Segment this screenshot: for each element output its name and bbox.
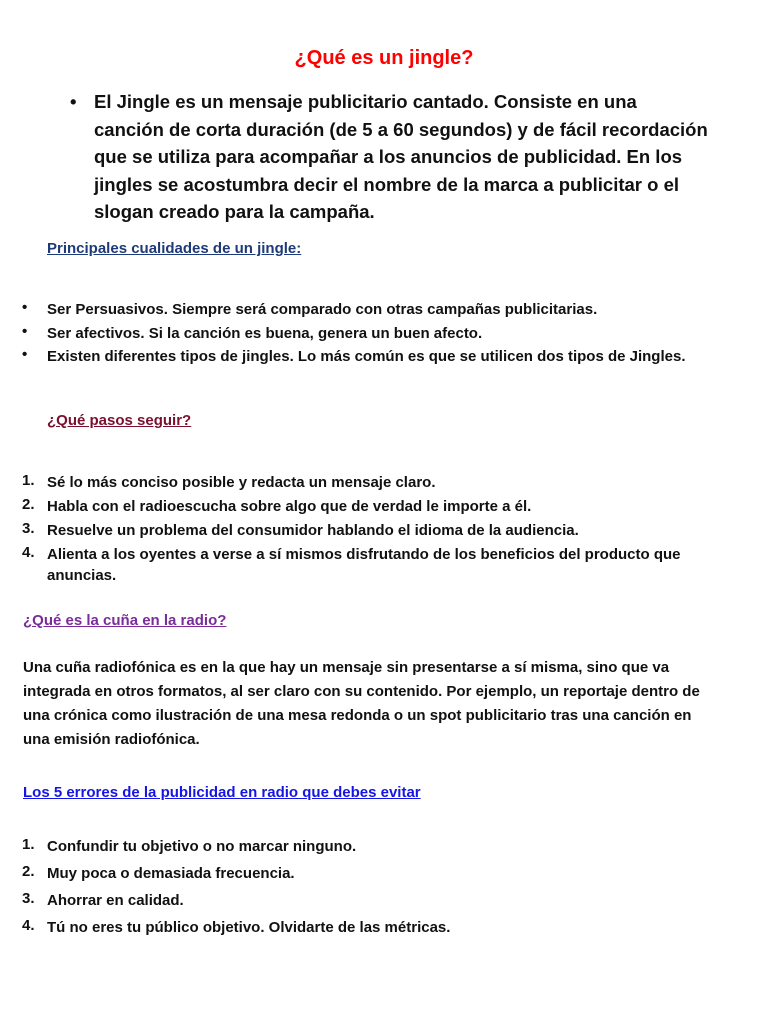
qualities-heading: Principales cualidades de un jingle: <box>47 240 302 257</box>
cuna-heading: ¿Qué es la cuña en la radio? <box>23 612 227 629</box>
list-item: 2. Habla con el radioescucha sobre algo que de verdad le importe a él. <box>22 496 532 515</box>
list-number: 2. <box>22 496 35 513</box>
intro-bullet <box>70 88 710 226</box>
list-item: 3. Resuelve un problema del consumidor hablando el idioma de la audiencia. <box>22 520 579 539</box>
list-item: • Ser Persuasivos. Siempre será comparado con otras campañas publicitarias. <box>22 299 598 318</box>
bullet-marker: • <box>22 346 28 363</box>
intro-text: El Jingle es un mensaje publicitario cantado. Consiste en una canción de corta duración (de 5 a 60 segundos) y de fácil recordación que se utiliza para acompañar a los anuncios de publicidad. En los jingles se acostumbra decir el nombre de la marca a publicitar o el slogan creado para la campaña. <box>94 91 708 223</box>
list-number: 1. <box>22 472 35 489</box>
page-title: ¿Qué es un jingle? <box>294 47 474 69</box>
list-item: 4. Tú no eres tu público objetivo. Olvidarte de las métricas. <box>22 917 451 936</box>
list-number: 3. <box>22 520 35 537</box>
bullet-marker: • <box>22 323 28 340</box>
steps-heading: ¿Qué pasos seguir? <box>47 412 192 429</box>
list-number: 2. <box>22 863 35 880</box>
list-number: 4. <box>22 544 35 561</box>
errors-heading: Los 5 errores de la publicidad en radio que debes evitar <box>23 784 421 801</box>
cuna-paragraph: Una cuña radiofónica es en la que hay un mensaje sin presentarse a sí misma, sino que va integrada en otros formatos, al ser claro con su contenido. Por ejemplo, un reportaje dentro de una crónica como ilustración de una mesa redonda o un spot publicitario tras una canción en una emisión radiofónica. <box>23 659 700 748</box>
list-item: 2. Muy poca o demasiada frecuencia. <box>22 863 295 882</box>
list-number: 3. <box>22 890 35 907</box>
list-number: 4. <box>22 917 35 934</box>
list-item: 1. Sé lo más conciso posible y redacta un mensaje claro. <box>22 472 436 491</box>
bullet-marker: • <box>70 91 77 112</box>
list-number: 1. <box>22 836 35 853</box>
bullet-marker: • <box>22 299 28 316</box>
list-item: • Existen diferentes tipos de jingles. Lo más común es que se utilicen dos tipos de Jingles. <box>22 346 686 365</box>
list-item: 4. Alienta a los oyentes a verse a sí mismos disfrutando de los beneficios del producto que anuncias. <box>22 544 681 584</box>
list-item: 3. Ahorrar en calidad. <box>22 890 184 909</box>
list-item: 1. Confundir tu objetivo o no marcar ninguno. <box>22 836 357 855</box>
list-item: • Ser afectivos. Si la canción es buena, genera un buen afecto. <box>22 323 483 342</box>
